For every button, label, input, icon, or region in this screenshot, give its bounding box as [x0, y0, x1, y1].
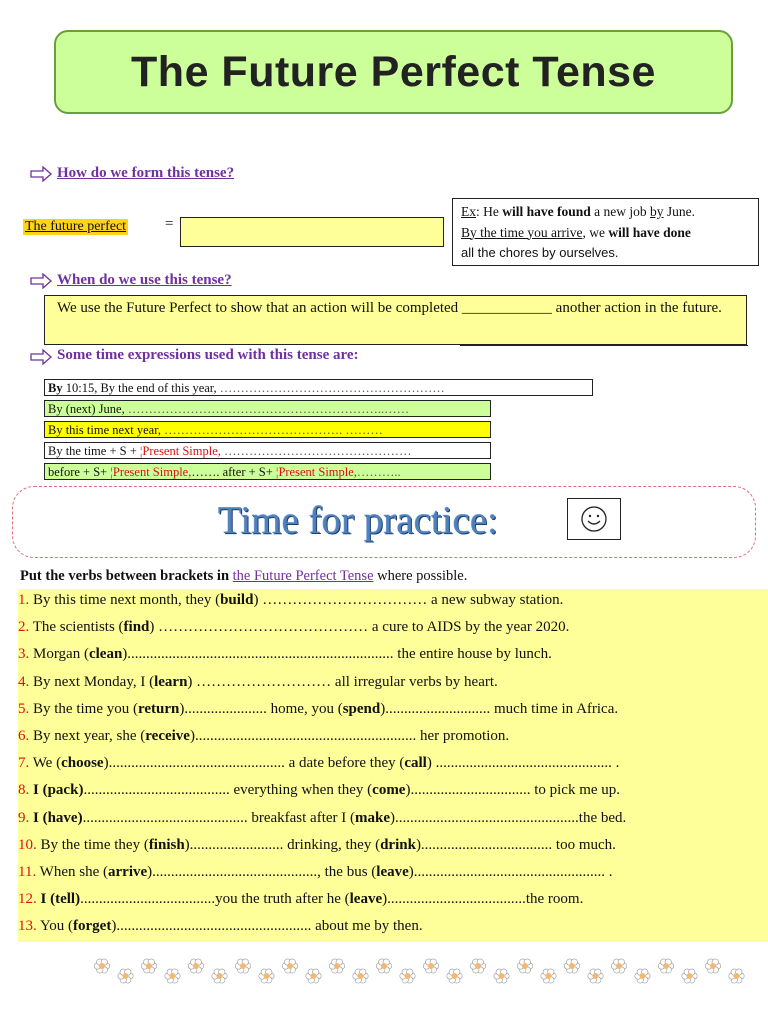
verb-bracket: have — [47, 809, 78, 826]
exercise-text: ) …………………………… a new subway station. — [253, 592, 564, 608]
exercise-item — [18, 861, 613, 888]
flower-icon — [611, 959, 626, 973]
exercise-text: ) ............................................... . — [426, 755, 620, 772]
flower-icon — [165, 969, 180, 983]
exercise-text: Morgan ( — [29, 646, 89, 663]
exercise-text: ....................................you the truth after he ( — [80, 891, 350, 908]
exercise-list — [18, 589, 768, 942]
form-question-link[interactable]: How do we form this tense? — [57, 165, 235, 181]
verb-bracket: forget — [73, 918, 112, 935]
flower-icon — [235, 959, 250, 973]
usage-explanation: We use the Future Perfect to show that an action will be completed ____________ another action in the future. — [44, 295, 747, 345]
flower-icon — [212, 969, 227, 983]
usage-underline — [460, 345, 748, 346]
expression-row-4: By the time + S + ¦Present Simple, ……………………………………… — [44, 442, 491, 459]
flower-icon — [353, 969, 368, 983]
verb-bracket: ) — [78, 782, 84, 799]
flower-icon — [588, 969, 603, 983]
flower-icon — [188, 959, 203, 973]
exercise-item — [18, 616, 569, 643]
exercise-instruction: Put the verbs between brackets in the Future Perfect Tense where possible. — [20, 568, 468, 584]
verb-bracket: arrive — [108, 864, 148, 880]
verb-bracket: I ( — [36, 891, 56, 908]
exercise-text: ) …………………………………… a cure to AIDS by the year 2020. — [149, 619, 570, 636]
flower-icon — [729, 969, 744, 983]
verb-bracket: I ( — [29, 809, 48, 826]
verb-bracket: leave — [376, 864, 409, 880]
verb-bracket: return — [138, 700, 180, 717]
arrow-right-icon — [30, 273, 52, 289]
exercise-item — [18, 725, 509, 752]
exercise-text: You ( — [36, 918, 74, 935]
verb-bracket: choose — [61, 755, 104, 772]
exercise-text: By next year, she ( — [29, 728, 146, 744]
verb-bracket: spend — [342, 700, 381, 717]
exercise-number: 12. — [18, 891, 37, 908]
exercise-number: 9. — [18, 809, 30, 826]
exercise-text: ).................................................... about me by then. — [111, 918, 423, 935]
smiley-icon — [579, 504, 609, 534]
flower-icon — [541, 969, 556, 983]
exercise-item — [18, 834, 616, 861]
verb-bracket: call — [404, 755, 427, 772]
flower-icon — [682, 969, 697, 983]
future-perfect-label: The future perfect — [25, 219, 127, 234]
exercise-item — [18, 888, 583, 915]
exercise-number: 8. — [18, 782, 30, 799]
flower-icon — [423, 959, 438, 973]
exercise-text: We ( — [29, 755, 62, 772]
flower-border-decoration — [92, 956, 752, 986]
exercise-text: By next Monday, I ( — [29, 673, 155, 690]
flower-icon — [94, 959, 109, 973]
exercise-number: 5. — [18, 700, 30, 717]
verb-bracket: learn — [154, 673, 188, 690]
exercise-item — [18, 671, 498, 698]
flower-icon — [705, 959, 720, 973]
page-title: The Future Perfect Tense — [131, 47, 656, 96]
exercise-text: )............................................... a date before they ( — [103, 755, 405, 772]
example-line-2: By the time you arrive, we will have done — [461, 224, 691, 240]
arrow-right-icon — [30, 166, 52, 182]
exercise-number: 11. — [18, 864, 37, 880]
flower-icon — [494, 969, 509, 983]
exercise-text: By this time next month, they ( — [29, 592, 221, 608]
verb-bracket: build — [220, 592, 254, 608]
flower-icon — [282, 959, 297, 973]
exercise-item — [18, 779, 620, 806]
flower-icon — [376, 959, 391, 973]
exercise-text: )....................................................................... the entire house by lunch. — [122, 646, 552, 663]
equals-sign: = — [165, 216, 174, 232]
verb-bracket: ) — [77, 809, 83, 826]
verb-bracket: finish — [148, 836, 185, 853]
verb-bracket: find — [123, 619, 150, 636]
exercise-item — [18, 643, 552, 670]
verb-bracket: leave — [349, 891, 383, 908]
exercise-text: By the time they ( — [36, 836, 149, 853]
exercise-item — [18, 807, 626, 834]
exercise-number: 2. — [18, 619, 30, 636]
flower-icon — [635, 969, 650, 983]
exercise-number: 7. — [18, 755, 30, 772]
verb-bracket: I ( — [29, 782, 48, 799]
exercise-number: 4. — [18, 673, 30, 690]
flower-icon — [564, 959, 579, 973]
expression-row-1: By 10:15, By the end of this year, ……………………………………………… — [44, 379, 593, 396]
expressions-heading: Some time expressions used with this tense are: — [57, 347, 359, 363]
verb-bracket: pack — [47, 782, 79, 799]
exercise-text: ).....................................the room. — [382, 891, 584, 908]
verb-bracket: ) — [75, 891, 81, 908]
expression-row-5: before + S+ ¦Present Simple,……. after + S+ ¦Present Simple,……….. — [44, 463, 491, 480]
flower-icon — [259, 969, 274, 983]
exercise-text: ).................................................the bed. — [390, 809, 627, 826]
exercise-number: 10. — [18, 836, 37, 853]
verb-bracket: receive — [145, 728, 190, 744]
flower-icon — [517, 959, 532, 973]
example-line-3: all the chores by ourselves. — [461, 245, 619, 260]
exercise-text: ....................................... everything when they ( — [83, 782, 373, 799]
exercise-text: )......................... drinking, they ( — [184, 836, 381, 853]
title-banner — [54, 30, 733, 114]
example-line-1: Ex: He will have found a new job by June. — [461, 204, 696, 219]
verb-bracket: drink — [380, 836, 416, 853]
exercise-item — [18, 589, 563, 616]
verb-bracket: make — [355, 809, 391, 826]
arrow-right-icon — [30, 349, 52, 365]
expression-row-2: By (next) June, ……………………………………………………..…… — [44, 400, 491, 417]
flower-icon — [447, 969, 462, 983]
exercise-number: 6. — [18, 728, 30, 744]
flower-icon — [658, 959, 673, 973]
exercise-text: By the time you ( — [29, 700, 138, 717]
expression-row-3: By this time next year, ……………………………………. ……… — [44, 421, 491, 438]
example-box — [452, 198, 759, 266]
exercise-text: The scientists ( — [29, 619, 124, 636]
flower-icon — [470, 959, 485, 973]
exercise-text: )............................................, the bus ( — [147, 864, 377, 880]
exercise-number: 3. — [18, 646, 30, 663]
smiley-box — [567, 498, 621, 540]
exercise-item — [18, 752, 619, 779]
formula-blank-field[interactable] — [180, 217, 444, 247]
exercise-text: When she ( — [36, 864, 108, 880]
verb-bracket: clean — [88, 646, 123, 663]
exercise-text: ) ……………………… all irregular verbs by heart. — [187, 673, 498, 690]
flower-icon — [141, 959, 156, 973]
exercise-text: )................................ to pick me up. — [405, 782, 621, 799]
exercise-text: )...................... home, you ( — [179, 700, 343, 717]
verb-bracket: tell — [55, 891, 76, 908]
exercise-text: )........................................................... her promotion. — [189, 728, 510, 744]
exercise-number: 13. — [18, 918, 37, 935]
flower-icon — [400, 969, 415, 983]
exercise-text: ............................................ breakfast after I ( — [82, 809, 356, 826]
flower-icon — [118, 969, 133, 983]
verb-bracket: come — [372, 782, 406, 799]
exercise-text: )............................ much time in Africa. — [380, 700, 619, 717]
exercise-number: 1. — [18, 592, 30, 608]
exercise-item — [18, 915, 423, 942]
tense-link[interactable]: the Future Perfect Tense — [232, 568, 374, 584]
use-question-link[interactable]: When do we use this tense? — [57, 272, 232, 288]
exercise-text: )................................................... . — [408, 864, 613, 880]
flower-icon — [329, 959, 344, 973]
flower-icon — [306, 969, 321, 983]
exercise-text: )................................... too much. — [415, 836, 616, 853]
exercise-item — [18, 698, 618, 725]
practice-title: Time for practice: — [218, 499, 499, 542]
